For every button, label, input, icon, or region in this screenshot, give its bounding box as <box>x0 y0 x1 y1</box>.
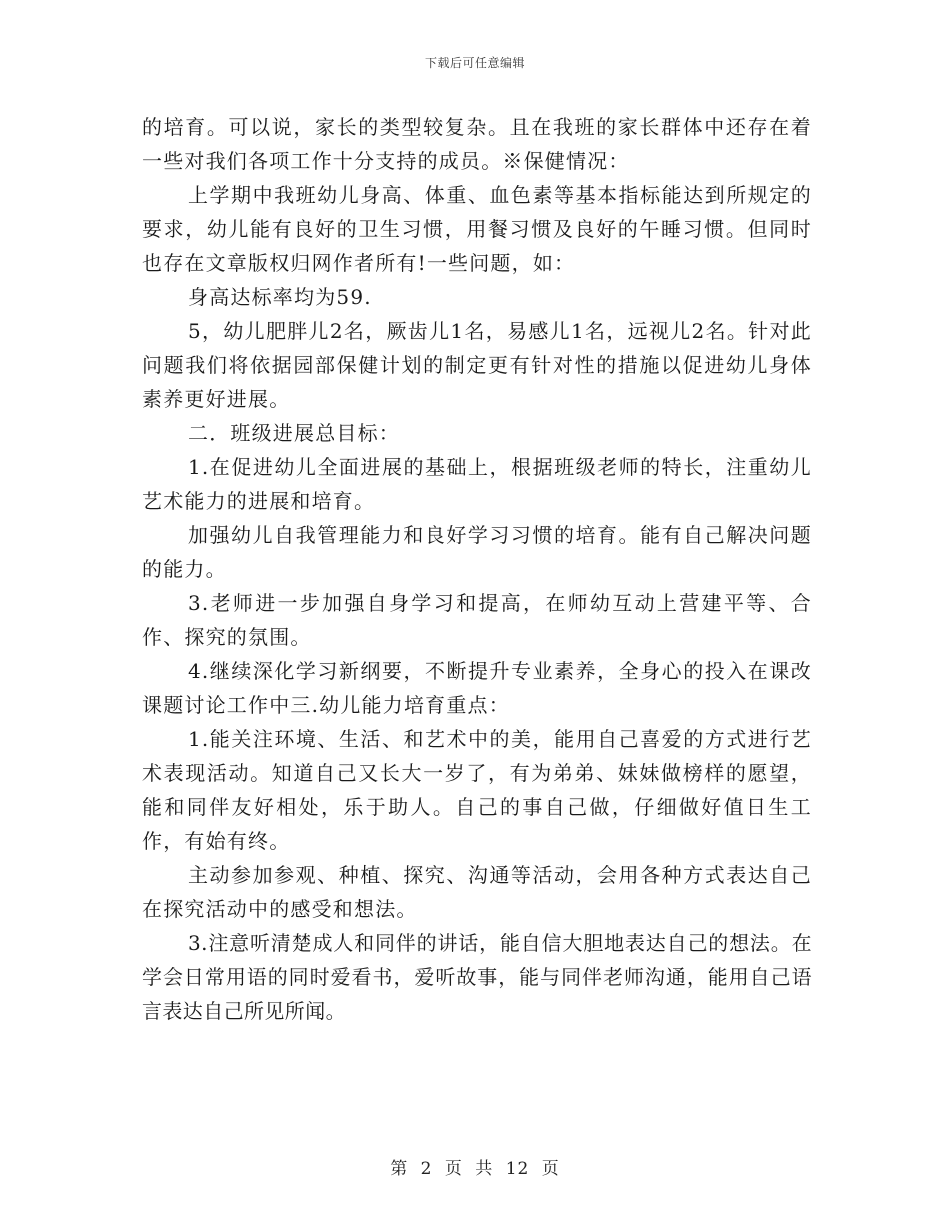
document-body <box>142 110 812 1028</box>
paragraph-6: 1.在促进幼儿全面进展的基础上，根据班级老师的特长，注重幼儿艺术能力的进展和培育。 <box>142 455 812 513</box>
paragraph-3: 身高达标率均为59. <box>188 285 372 309</box>
page-header: 下载后可任意编辑 <box>424 56 525 70</box>
paragraph-9: 4.继续深化学习新纲要，不断提升专业素养，全身心的投入在课改课题讨论工作中三.幼儿能力培育重点： <box>142 659 812 717</box>
paragraph-11: 主动参加参观、种植、探究、沟通等活动，会用各种方式表达自己在探究活动中的感受和想法。 <box>142 863 812 921</box>
paragraph-8: 3.老师进一步加强自身学习和提高，在师幼互动上营建平等、合作、探究的氛围。 <box>142 591 812 649</box>
section-heading-2: 二．班级进展总目标： <box>188 421 400 445</box>
paragraph-4: 5，幼儿肥胖儿2名，厥齿儿1名，易感儿1名，远视儿2名。针对此问题我们将依据园部保健计划的制定更有针对性的措施以促进幼儿身体素养更好进展。 <box>142 319 812 411</box>
paragraph-1: 的培育。可以说，家长的类型较复杂。且在我班的家长群体中还存在着一些对我们各项工作十分支持的成员。※保健情况： <box>142 115 812 173</box>
paragraph-7: 加强幼儿自我管理能力和良好学习习惯的培育。能有自己解决问题的能力。 <box>142 523 812 581</box>
page-number-footer: 第 2 页 共 12 页 <box>390 1159 560 1179</box>
paragraph-12: 3.注意听清楚成人和同伴的讲话，能自信大胆地表达自己的想法。在学会日常用语的同时爱看书，爱听故事，能与同伴老师沟通，能用自己语言表达自己所见所闻。 <box>142 931 812 1023</box>
paragraph-2: 上学期中我班幼儿身高、体重、血色素等基本指标能达到所规定的要求，幼儿能有良好的卫生习惯，用餐习惯及良好的午睡习惯。但同时也存在文章版权归网作者所有!一些问题，如： <box>142 183 812 275</box>
paragraph-10: 1.能关注环境、生活、和艺术中的美，能用自己喜爱的方式进行艺术表现活动。知道自己又长大一岁了，有为弟弟、妹妹做榜样的愿望，能和同伴友好相处，乐于助人。自己的事自己做，仔细做好值日生工作，有始有终。 <box>142 727 812 853</box>
